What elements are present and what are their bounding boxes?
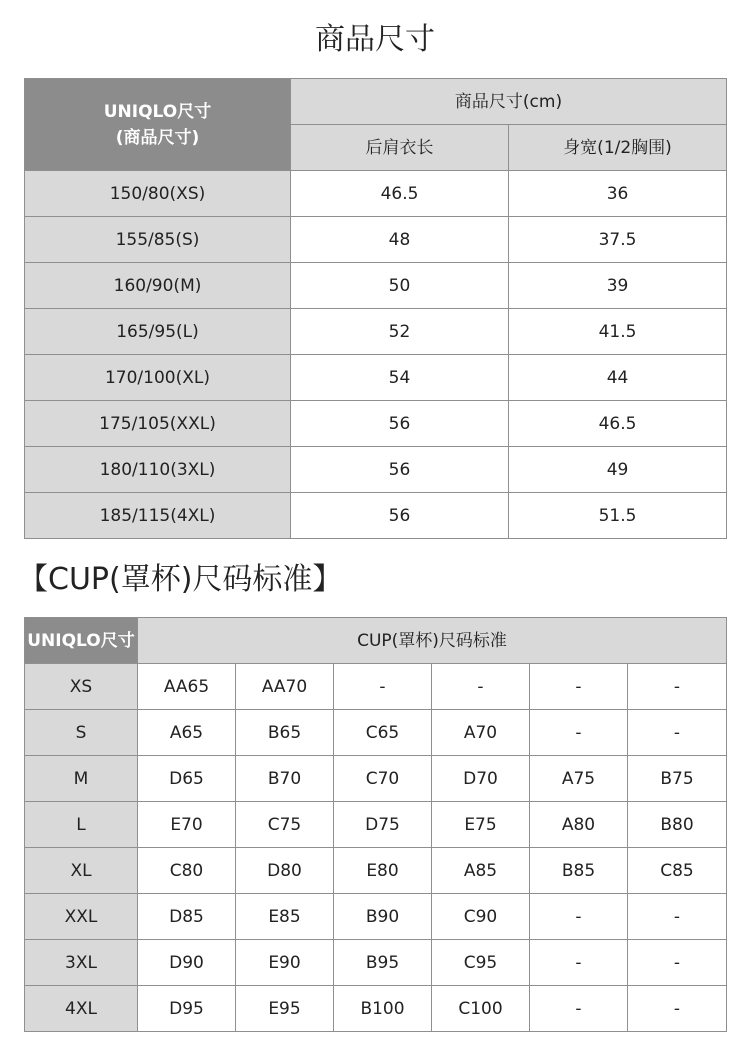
- size-label: 155/85(S): [25, 217, 291, 263]
- cup-value: -: [628, 940, 727, 986]
- body-width-value: 37.5: [509, 217, 727, 263]
- table-row: [25, 309, 727, 355]
- table-row: [25, 894, 727, 940]
- cup-value: D80: [236, 848, 334, 894]
- cup-value: C85: [628, 848, 727, 894]
- body-width-value: 49: [509, 447, 727, 493]
- cup-value: -: [628, 664, 727, 710]
- body-width-value: 39: [509, 263, 727, 309]
- cup-value: D75: [334, 802, 432, 848]
- body-width-value: 36: [509, 171, 727, 217]
- back-length-value: 54: [291, 355, 509, 401]
- cup-value: -: [530, 710, 628, 756]
- back-length-value: 56: [291, 447, 509, 493]
- cup-value: A65: [138, 710, 236, 756]
- table-row: [25, 401, 727, 447]
- cup-value: B95: [334, 940, 432, 986]
- cup-value: C65: [334, 710, 432, 756]
- cup-table-group-header: CUP(罩杯)尺码标准: [138, 618, 727, 664]
- cup-value: D65: [138, 756, 236, 802]
- cup-value: C100: [432, 986, 530, 1032]
- back-length-value: 56: [291, 493, 509, 539]
- col-header-back-length: 后肩衣长: [291, 125, 509, 171]
- cup-size-label: XS: [25, 664, 138, 710]
- cup-value: B65: [236, 710, 334, 756]
- body-width-value: 46.5: [509, 401, 727, 447]
- cup-value: B70: [236, 756, 334, 802]
- table-row: [25, 447, 727, 493]
- cup-table: [24, 617, 727, 1032]
- cup-value: E80: [334, 848, 432, 894]
- cup-value: -: [530, 894, 628, 940]
- back-length-value: 46.5: [291, 171, 509, 217]
- cup-value: D90: [138, 940, 236, 986]
- cup-size-label: M: [25, 756, 138, 802]
- body-width-value: 51.5: [509, 493, 727, 539]
- table-row: [25, 171, 727, 217]
- body-width-value: 44: [509, 355, 727, 401]
- cup-value: C80: [138, 848, 236, 894]
- back-length-value: 50: [291, 263, 509, 309]
- size-label: 185/115(4XL): [25, 493, 291, 539]
- cup-value: AA70: [236, 664, 334, 710]
- cup-table-corner-header: UNIQLO尺寸: [25, 618, 138, 664]
- cup-size-label: XXL: [25, 894, 138, 940]
- cup-value: D70: [432, 756, 530, 802]
- cup-value: -: [530, 664, 628, 710]
- cup-value: B80: [628, 802, 727, 848]
- cup-value: -: [628, 710, 727, 756]
- size-chart-title: 商品尺寸: [315, 22, 435, 57]
- cup-value: A75: [530, 756, 628, 802]
- cup-value: C95: [432, 940, 530, 986]
- cup-value: A80: [530, 802, 628, 848]
- cup-size-label: S: [25, 710, 138, 756]
- cup-value: -: [628, 986, 727, 1032]
- size-label: 165/95(L): [25, 309, 291, 355]
- cup-value: B100: [334, 986, 432, 1032]
- size-label: 150/80(XS): [25, 171, 291, 217]
- back-length-value: 52: [291, 309, 509, 355]
- cup-value: B90: [334, 894, 432, 940]
- cup-size-label: 4XL: [25, 986, 138, 1032]
- table-row: [25, 355, 727, 401]
- cup-value: B75: [628, 756, 727, 802]
- table-row: [25, 263, 727, 309]
- cup-value: AA65: [138, 664, 236, 710]
- back-length-value: 56: [291, 401, 509, 447]
- cup-value: C90: [432, 894, 530, 940]
- cup-value: -: [530, 986, 628, 1032]
- col-header-body-width: 身宽(1/2胸围): [509, 125, 727, 171]
- cup-chart-title: 【CUP(罩杯)尺码标准】: [18, 562, 343, 597]
- size-table-corner-header: UNIQLO尺寸 (商品尺寸): [25, 79, 291, 171]
- table-row: [25, 493, 727, 539]
- table-row: [25, 756, 727, 802]
- table-row: [25, 664, 727, 710]
- cup-value: E95: [236, 986, 334, 1032]
- cup-value: E90: [236, 940, 334, 986]
- table-row: [25, 848, 727, 894]
- cup-value: D85: [138, 894, 236, 940]
- size-label: 170/100(XL): [25, 355, 291, 401]
- body-width-value: 41.5: [509, 309, 727, 355]
- table-row: [25, 940, 727, 986]
- cup-value: A70: [432, 710, 530, 756]
- cup-size-label: 3XL: [25, 940, 138, 986]
- cup-value: A85: [432, 848, 530, 894]
- cup-value: -: [432, 664, 530, 710]
- size-label: 175/105(XXL): [25, 401, 291, 447]
- cup-value: B85: [530, 848, 628, 894]
- table-row: [25, 986, 727, 1032]
- cup-value: -: [334, 664, 432, 710]
- back-length-value: 48: [291, 217, 509, 263]
- cup-value: E75: [432, 802, 530, 848]
- cup-value: -: [628, 894, 727, 940]
- size-table: [24, 78, 727, 539]
- table-row: [25, 802, 727, 848]
- cup-value: E70: [138, 802, 236, 848]
- table-row: [25, 217, 727, 263]
- cup-value: -: [530, 940, 628, 986]
- cup-value: E85: [236, 894, 334, 940]
- cup-size-label: L: [25, 802, 138, 848]
- cup-value: C75: [236, 802, 334, 848]
- size-table-group-header: 商品尺寸(cm): [291, 79, 727, 125]
- cup-value: D95: [138, 986, 236, 1032]
- cup-size-label: XL: [25, 848, 138, 894]
- size-label: 160/90(M): [25, 263, 291, 309]
- table-row: [25, 710, 727, 756]
- cup-value: C70: [334, 756, 432, 802]
- size-label: 180/110(3XL): [25, 447, 291, 493]
